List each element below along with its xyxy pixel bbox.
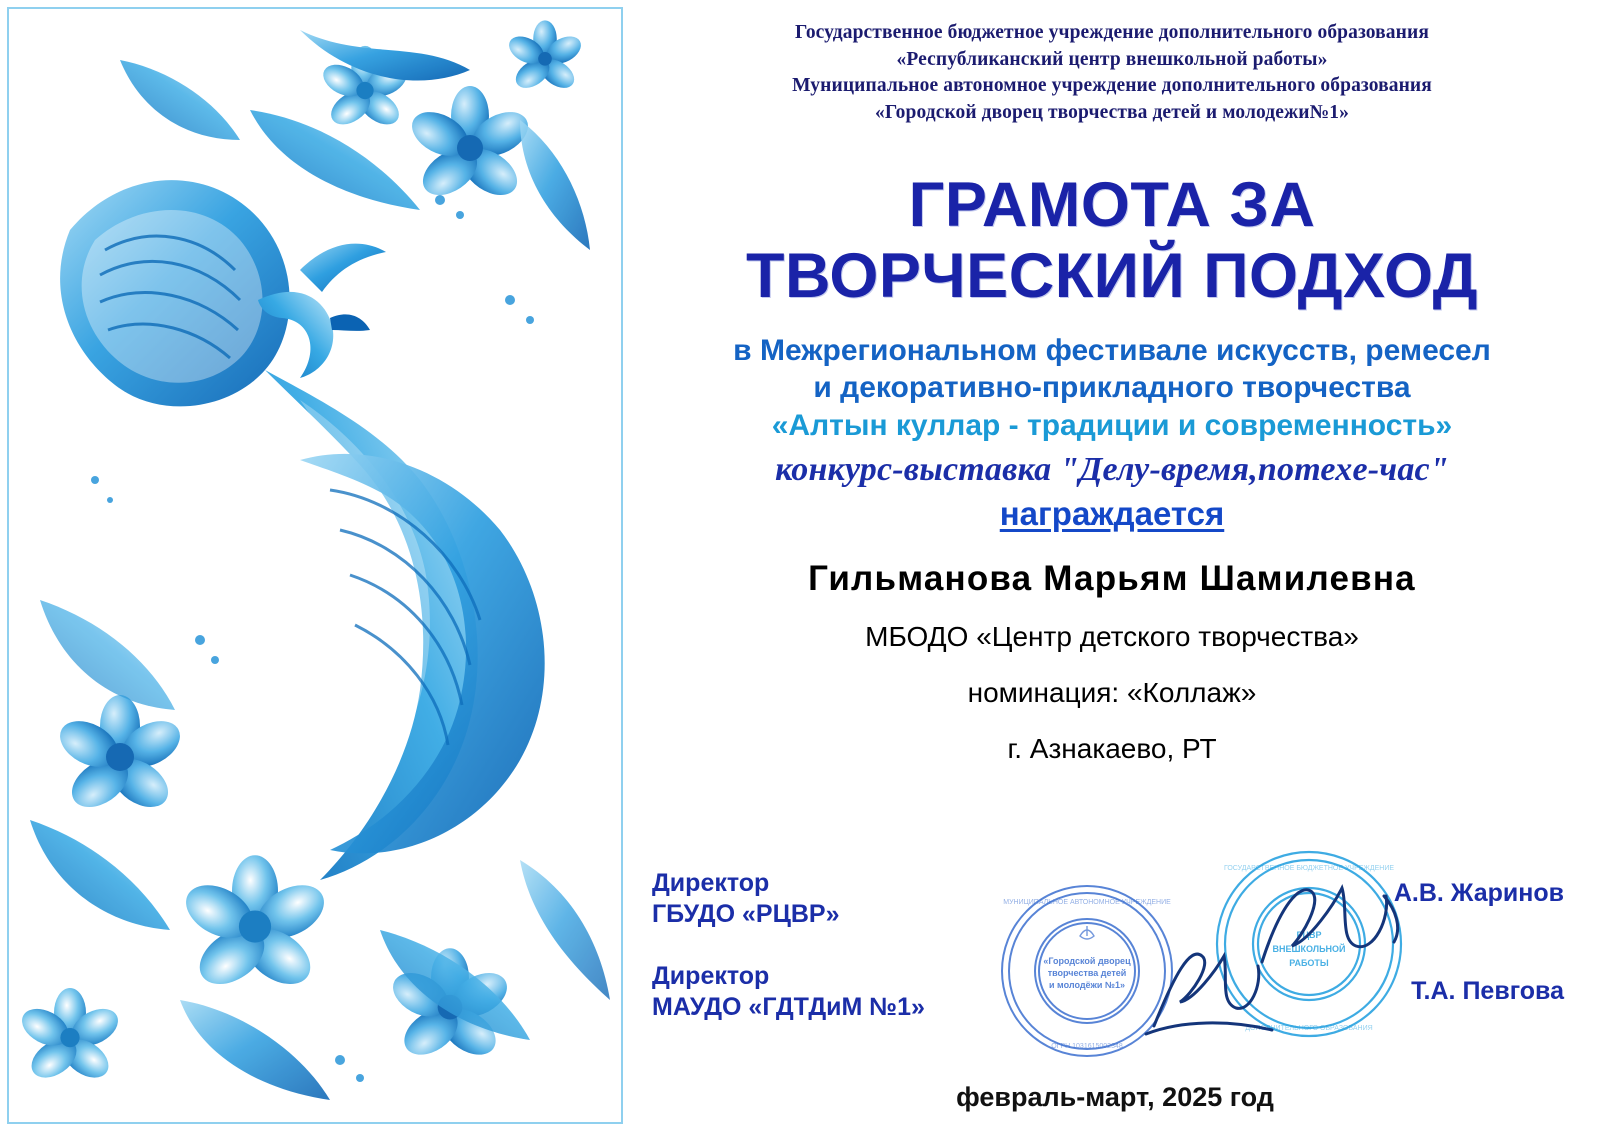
recipient-organization: МБОДО «Центр детского творчества»: [865, 621, 1359, 653]
title-line-2: ТВОРЧЕСКИЙ ПОДХОД: [745, 240, 1478, 311]
signature-role-1-line-1: Директор: [652, 869, 770, 897]
signature-role-2-line-1: Директор: [652, 962, 770, 990]
event-line-1: в Межрегиональном фестивале искусств, ремесел: [733, 334, 1491, 368]
signature-name-1: А.В. Жаринов: [1393, 879, 1564, 907]
stamp-gdtdim-text-2: творчества детей: [1047, 968, 1127, 978]
stamp-rcvr-text-2: ВНЕШКОЛЬНОЙ: [1272, 944, 1346, 954]
organization-line-1: Государственное бюджетное учреждение дополнительного образования: [795, 22, 1429, 43]
signature-name-2: Т.А. Певгова: [1411, 977, 1564, 1005]
signature-role-1: [652, 868, 982, 929]
stamp-rcvr-text-1: РЦВР: [1296, 930, 1322, 940]
certificate-date: февраль-март, 2025 год: [956, 1082, 1274, 1112]
event-line-3: «Алтын куллар - традиции и современность»: [771, 409, 1453, 443]
event-description: [652, 333, 1572, 533]
signature-role-1-line-2: ГБУДО «РЦВР»: [652, 899, 840, 928]
recipient-name: Гильманова Марьям Шамилевна: [808, 559, 1416, 599]
recipient-block: [652, 559, 1572, 765]
certificate-content: [630, 0, 1600, 1131]
recipient-nomination: номинация: «Коллаж»: [967, 677, 1257, 709]
organization-line-4: «Городской дворец творчества детей и молодежи№1»: [875, 101, 1349, 123]
stamp-gdtdim-text-3: и молодёжи №1»: [1049, 980, 1125, 990]
organization-line-3: Муниципальное автономное учреждение дополнительного образования: [792, 75, 1432, 97]
organization-header: [652, 20, 1572, 126]
signature-role-2: [652, 961, 982, 1022]
svg-text:МУНИЦИПАЛЬНОЕ АВТОНОМНОЕ УЧРЕЖ: МУНИЦИПАЛЬНОЕ АВТОНОМНОЕ УЧРЕЖДЕНИЕ: [1003, 899, 1171, 906]
gzhel-firebird-ornament-icon: [0, 0, 630, 1131]
stamp-gdtdim-text-1: «Городской дворец: [1043, 956, 1131, 966]
signature-roles: [652, 868, 982, 1022]
recipient-city: г. Азнакаево, РТ: [1007, 733, 1217, 765]
signature-area: [652, 865, 1572, 1068]
svg-text:ДОПОЛНИТЕЛЬНОГО ОБРАЗОВАНИЯ: ДОПОЛНИТЕЛЬНОГО ОБРАЗОВАНИЯ: [1245, 1025, 1373, 1032]
organization-line-2: «Республиканский центр внешкольной работы»: [896, 48, 1328, 70]
awarded-label: награждается: [999, 495, 1225, 533]
signature-role-2-line-2: МАУДО «ГДТДиМ №1»: [652, 992, 925, 1021]
svg-text:ОГРН 1031615002348: ОГРН 1031615002348: [1051, 1043, 1123, 1050]
signature-names: [1314, 878, 1564, 1006]
title-line-1: ГРАМОТА ЗА: [908, 170, 1316, 241]
stamp-rcvr-text-3: РАБОТЫ: [1289, 958, 1329, 968]
svg-text:ГОСУДАРСТВЕННОЕ БЮДЖЕТНОЕ УЧРЕ: ГОСУДАРСТВЕННОЕ БЮДЖЕТНОЕ УЧРЕЖДЕНИЕ: [1223, 865, 1395, 872]
ornament-panel: [0, 0, 630, 1131]
event-line-2: и декоративно-прикладного творчества: [813, 370, 1411, 404]
page-title: [652, 170, 1572, 311]
contest-name: конкурс-выставка "Делу-время,потехе-час": [775, 451, 1449, 489]
